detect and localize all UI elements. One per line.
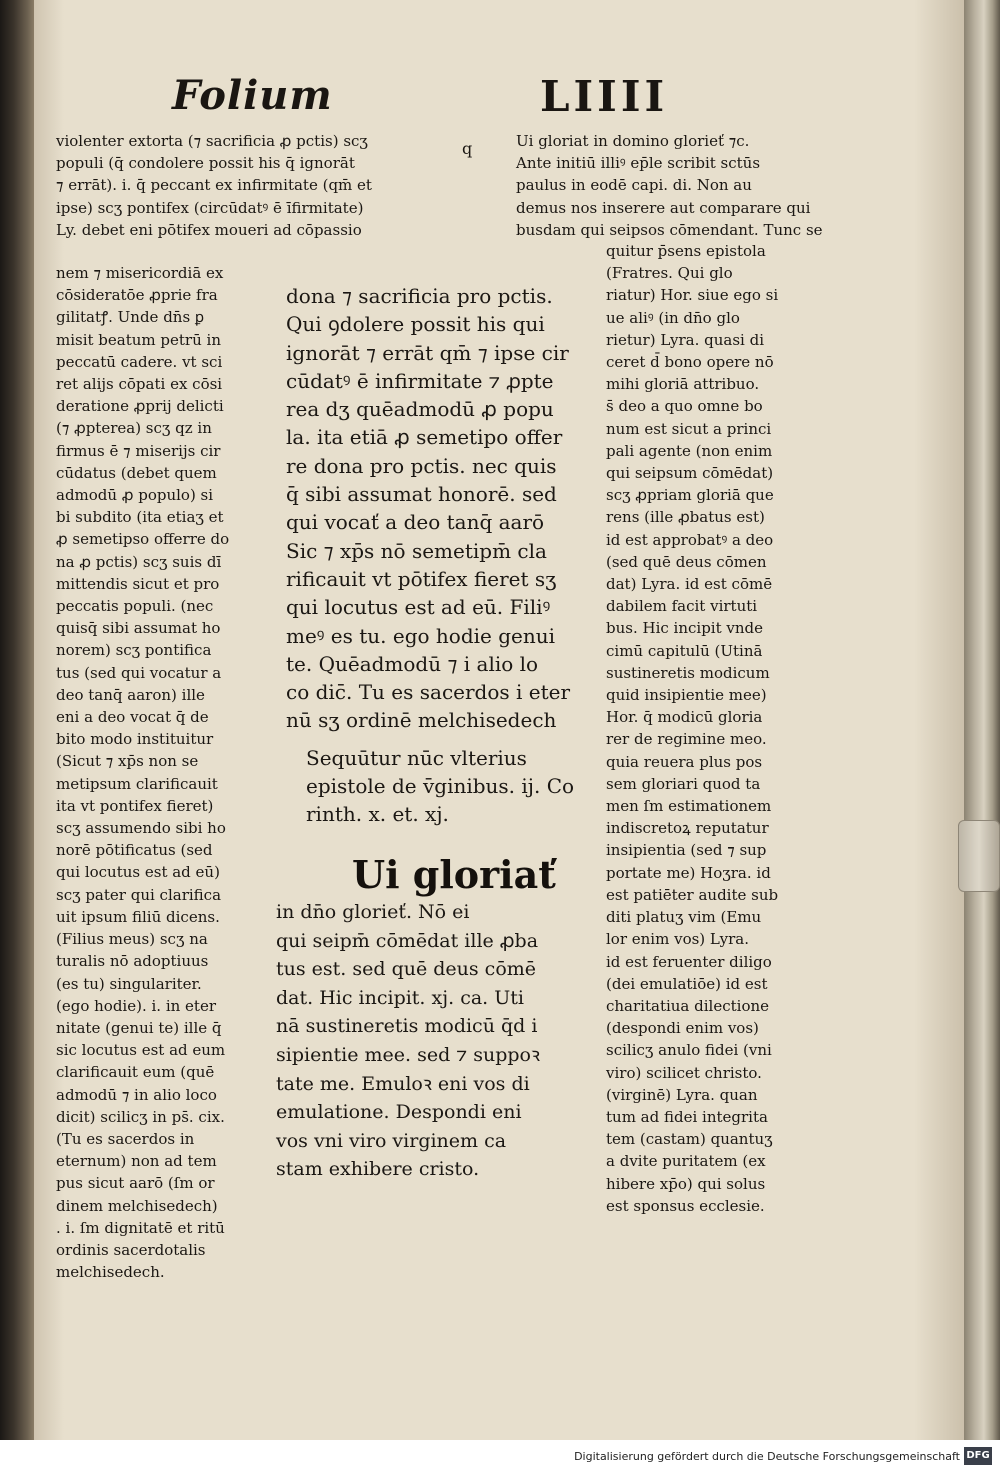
gloss-left-low-line: tus (sed qui vocatur a — [56, 663, 222, 682]
gloss-right-low-line: rietur) Lyra. quasi di — [606, 330, 765, 349]
main-text-line: nū sʒ ordinē melchisedech — [286, 708, 557, 733]
dfg-logo: DFG — [964, 1447, 992, 1465]
main-text-line: ignorāt ⁊ errāt qm̄ ⁊ ipse cir — [286, 340, 569, 365]
book-edge-right — [964, 0, 1000, 1440]
gloss-right-low-line: diti platuʒ vim (Emu — [606, 908, 762, 927]
gloss-right-top-line: demus nos inserere aut comparare qui — [516, 198, 811, 217]
gloss-left-low-line: (Filius meus) scʒ na — [56, 930, 208, 949]
main-text-line: rificauit vt pōtifex fieret sʒ — [286, 566, 557, 591]
adjacent-page-edge — [2, 120, 32, 1270]
gloss-right-top — [516, 130, 823, 241]
main-text-line: qui vocať a deo tanq̄ aarō — [286, 510, 545, 535]
initial-rest-line: tate me. Emuloꝛ eni vos di — [276, 1072, 530, 1095]
gloss-left-low-line: pus sicut aarō (ſm or — [56, 1174, 215, 1193]
gloss-right-low-line: dat) Lyra. id est cōmē — [606, 575, 773, 594]
gloss-right-low-line: pali agente (non enim — [606, 441, 773, 460]
gloss-left-low-line: eternum) non ad tem — [56, 1152, 217, 1171]
gloss-right-low-line: dabilem facit virtuti — [606, 597, 758, 616]
gloss-right-low-line: Hor. q̄ modicū gloria — [606, 708, 763, 727]
gloss-left-low-line: (⁊ ꝓpterea) scʒ qz in — [56, 419, 212, 438]
section-heading-line: rinth. x. et. xj. — [306, 802, 449, 826]
gloss-left-low-line: norē pōtificatus (sed — [56, 841, 213, 860]
section-heading-line: epistole de v̄ginibus. ij. Co — [306, 774, 575, 798]
gloss-right-low-line: rer de regimine meo. — [606, 730, 767, 749]
gloss-left-low-line: clarificauit eum (quē — [56, 1063, 215, 1082]
gloss-right-low-line: (sed quē deus cōmen — [606, 552, 767, 571]
gloss-right-low-line: men ſm estimationem — [606, 797, 772, 816]
gloss-left-column — [56, 262, 262, 1283]
digitization-credit: Digitalisierung gefördert durch die Deutsche Forschungsgemeinschaft — [574, 1450, 960, 1463]
main-text-line: dona ⁊ sacrificia pro pctis. — [286, 284, 553, 308]
gloss-right-low-line: s̄ deo a quo omne bo — [606, 397, 763, 416]
gloss-right-top-line: busdam qui seipsos cōmendant. Tunc se — [516, 220, 823, 239]
gloss-right-top-line: Ante initiū illiꝰ ep̄le scribit sctūs — [516, 154, 761, 173]
gloss-left-low-line: admodū ⁊ in alio loco — [56, 1085, 217, 1104]
gloss-right-low-line: cimū capitulū (Utinā — [606, 641, 763, 660]
gloss-left-low-line: nitate (genui te) ille q̄ — [56, 1018, 222, 1037]
gloss-left-low-line: ꝓ semetipso offerre do — [56, 530, 230, 549]
gloss-left-low-line: dicit) scilicʒ in ps̄. cix. — [56, 1107, 225, 1126]
gloss-right-low-line: lor enim vos) Lyra. — [606, 930, 749, 949]
gloss-right-low-line: est patiēter audite sub — [606, 885, 779, 904]
main-text-line: qui locutus est ad eū. Filiꝰ — [286, 595, 551, 620]
gloss-left-low-line: nem ⁊ misericordiā ex — [56, 264, 224, 282]
gloss-left-low-line: ret alijs cōpati ex cōsi — [56, 375, 223, 394]
gloss-left-low-line: gilitatꝭ. Unde dn̄s ꝑ — [56, 308, 205, 327]
main-text-line: la. ita etiā ꝓ semetipo offer — [286, 425, 563, 450]
page-clip — [958, 820, 1000, 892]
main-text-block — [286, 282, 586, 735]
main-text-line: meꝰ es tu. ego hodie genui — [286, 623, 556, 648]
gloss-left-top-line: ⁊ errāt). i. q̄ peccant ex infirmitate (qm̄ et — [56, 176, 372, 195]
gloss-right-low-line: mihi gloriā attribuo. — [606, 375, 760, 394]
gloss-left-low-line: ita vt pontifex fieret) — [56, 796, 214, 815]
initial-rest-line: vos vni viro virginem ca — [276, 1129, 507, 1152]
gloss-left-low-line: eni a deo vocat q̄ de — [56, 708, 209, 727]
gloss-left-low-line: bi subdito (ita etiaʒ et — [56, 508, 224, 527]
gloss-left-low-line: qui locutus est ad eū) — [56, 863, 220, 882]
gloss-marker-q: q — [462, 139, 473, 158]
gloss-left-low-line: peccatū cadere. vt sci — [56, 352, 223, 371]
gloss-right-low-line: rens (ille ꝓbatus est) — [606, 508, 765, 527]
gloss-right-low-line: riatur) Hor. siue ego si — [606, 286, 779, 305]
header-folium: Folium — [172, 72, 333, 119]
gloss-right-low-line: portate me) Hoʒra. id — [606, 863, 771, 882]
gloss-right-low-line: charitatiua dilectione — [606, 996, 770, 1015]
gloss-left-top-line: ipse) scʒ pontifex (circūdatꝰ ē īfirmitate) — [56, 198, 364, 217]
gloss-right-low-line: (dei emulatiōe) id est — [606, 974, 768, 993]
main-text-continuation — [276, 898, 586, 1184]
initial-rest-line: tus est. sed quē deus cōmē — [276, 958, 537, 981]
gloss-left-low-line: misit beatum petrū in — [56, 330, 221, 349]
gloss-left-top — [56, 130, 428, 241]
gloss-left-top-line: Ly. debet eni pōtifex moueri ad cōpassio — [56, 220, 362, 239]
gloss-left-low-line: (es tu) singulariter. — [56, 974, 202, 993]
leaf-number: LIIII — [540, 72, 669, 121]
gloss-left-low-line: scʒ pater qui clarifica — [56, 885, 222, 904]
initial-rest-line: nā sustineretis modicū q̄d i — [276, 1015, 538, 1038]
initial-rest-line: in dn̄o glorieť. Nō ei — [276, 901, 470, 923]
gloss-left-low-line: melchisedech. — [56, 1263, 165, 1282]
gloss-left-low-line: firmus ē ⁊ miserijs cir — [56, 441, 221, 460]
main-text-line: co dic̄. Tu es sacerdos i eter — [286, 680, 571, 705]
gloss-left-low-line: peccatis populi. (nec — [56, 597, 214, 616]
gloss-left-low-line: . i. ſm dignitatē et ritū — [56, 1218, 225, 1237]
gloss-right-low-line: insipientia (sed ⁊ sup — [606, 841, 767, 860]
gloss-right-low-line: a dvite puritatem (ex — [606, 1152, 766, 1171]
initial-rest-line: dat. Hic incipit. xj. ca. Uti — [276, 986, 524, 1009]
gloss-left-low-line: mittendis sicut et pro — [56, 574, 220, 593]
gloss-right-low-line: ceret d̄ bono opere nō — [606, 353, 774, 372]
gloss-right-low-line: quia reuera plus pos — [606, 752, 763, 771]
gloss-left-low-line: (ego hodie). i. in eter — [56, 996, 216, 1015]
gloss-left-low-line: ordinis sacerdotalis — [56, 1240, 206, 1259]
main-text-line: Sic ⁊ xp̄s nō semetipm̄ cla — [286, 538, 547, 563]
main-text-line: te. Quēadmodū ⁊ i alio lo — [286, 651, 539, 676]
initial-rest-line: emulatione. Despondi eni — [276, 1101, 522, 1124]
gloss-left-low-line: cūdatus (debet quem — [56, 463, 217, 482]
main-text-line: q̄ sibi assumat honorē. sed — [286, 482, 557, 507]
gloss-left-low-line: bito modo instituitur — [56, 730, 214, 749]
gloss-right-low-line: num est sicut a princi — [606, 419, 772, 438]
gloss-right-low-line: id est feruenter diligo — [606, 952, 772, 971]
gloss-left-low-line: turalis nō adoptiuus — [56, 952, 209, 971]
gloss-left-low-line: (Sicut ⁊ xp̄s non se — [56, 752, 199, 771]
gloss-right-low-line: tem (castam) quantuʒ — [606, 1130, 773, 1149]
gloss-left-low-line: metipsum clarificauit — [56, 774, 218, 793]
gloss-right-low-line: bus. Hic incipit vnde — [606, 619, 764, 638]
gloss-right-low-line: indiscretoꝝ reputatur — [606, 819, 769, 838]
gloss-right-low-line: (Fratres. Qui glo — [606, 264, 733, 283]
gloss-left-low-line: scʒ assumendo sibi ho — [56, 819, 226, 838]
main-text-line: rea dʒ quēadmodū ꝓ popu — [286, 397, 554, 422]
gloss-right-low-line: scʒ ꝓpriam gloriā que — [606, 486, 774, 505]
initial-line: Ui gloriať — [352, 852, 556, 897]
gloss-left-low-line: norem) scʒ pontifica — [56, 641, 212, 660]
gloss-left-low-line: deo tanq̄ aaron) ille — [56, 685, 205, 704]
section-heading-line: Sequūtur nūc vlterius — [306, 746, 527, 770]
gloss-right-top-line: paulus in eodē capi. di. Non au — [516, 176, 752, 195]
initial-rest-line: qui seipm̄ cōmēdat ille ꝓba — [276, 929, 539, 952]
gloss-left-low-line: na ꝓ pctis) scʒ suis dī — [56, 552, 222, 571]
gloss-right-low-line: tum ad fidei integrita — [606, 1107, 768, 1126]
initial-rest-line: sipientie mee. sed ⁊ suppoꝛ — [276, 1043, 540, 1066]
gloss-right-low-line: (despondi enim vos) — [606, 1019, 759, 1038]
main-text-line: Qui ꝯdolere possit his qui — [286, 312, 545, 337]
gloss-left-low-line: uit ipsum filiū dicens. — [56, 907, 220, 926]
gloss-right-low-line: scilicʒ anulo fidei (vni — [606, 1041, 772, 1060]
gloss-right-low-line: quid insipientie mee) — [606, 686, 767, 705]
gloss-left-low-line: admodū ꝓ populo) si — [56, 486, 214, 505]
main-text-line: re dona pro pctis. nec quis — [286, 453, 557, 478]
gloss-right-low-line: ue aliꝰ (in dn̄o glo — [606, 308, 740, 327]
gloss-right-low-line: quitur p̄sens epistola — [606, 242, 766, 260]
main-text-line: cūdatꝰ ē infirmitate ⁊ ꝓpte — [286, 368, 554, 393]
gloss-left-low-line: dinem melchisedech) — [56, 1196, 218, 1215]
initial-rest-line: stam exhibere cristo. — [276, 1158, 480, 1181]
gloss-left-top-line: populi (q̄ condolere possit his q̄ ignorāt — [56, 154, 355, 173]
gloss-right-column — [606, 240, 818, 1217]
gloss-right-low-line: viro) scilicet christo. — [606, 1063, 762, 1082]
gloss-right-low-line: id est approbatꝰ a deo — [606, 530, 774, 549]
gloss-right-low-line: sem gloriari quod ta — [606, 774, 761, 793]
show-through-text — [180, 1206, 800, 1220]
gloss-right-low-line: est sponsus ecclesie. — [606, 1196, 765, 1215]
gloss-left-low-line: cōsideratōe ꝓprie fra — [56, 286, 218, 305]
gloss-left-low-line: (Tu es sacerdos in — [56, 1129, 195, 1148]
gloss-right-low-line: (virginē) Lyra. quan — [606, 1085, 758, 1104]
gloss-right-low-line: sustineretis modicum — [606, 663, 770, 682]
section-heading — [306, 744, 596, 828]
gloss-right-low-line: hibere xp̄o) qui solus — [606, 1174, 766, 1193]
gloss-left-low-line: sic locutus est ad eum — [56, 1041, 226, 1060]
gloss-left-low-line: deratione ꝓprij delicti — [56, 397, 224, 416]
gloss-left-top-line: violenter extorta (⁊ sacrificia ꝓ pctis) scʒ — [56, 132, 368, 150]
gloss-left-low-line: quisq̄ sibi assumat ho — [56, 619, 221, 638]
gloss-right-low-line: qui seipsum cōmēdat) — [606, 464, 774, 483]
gloss-right-top-line: Ui gloriat in domino glorieť ⁊c. — [516, 132, 750, 150]
